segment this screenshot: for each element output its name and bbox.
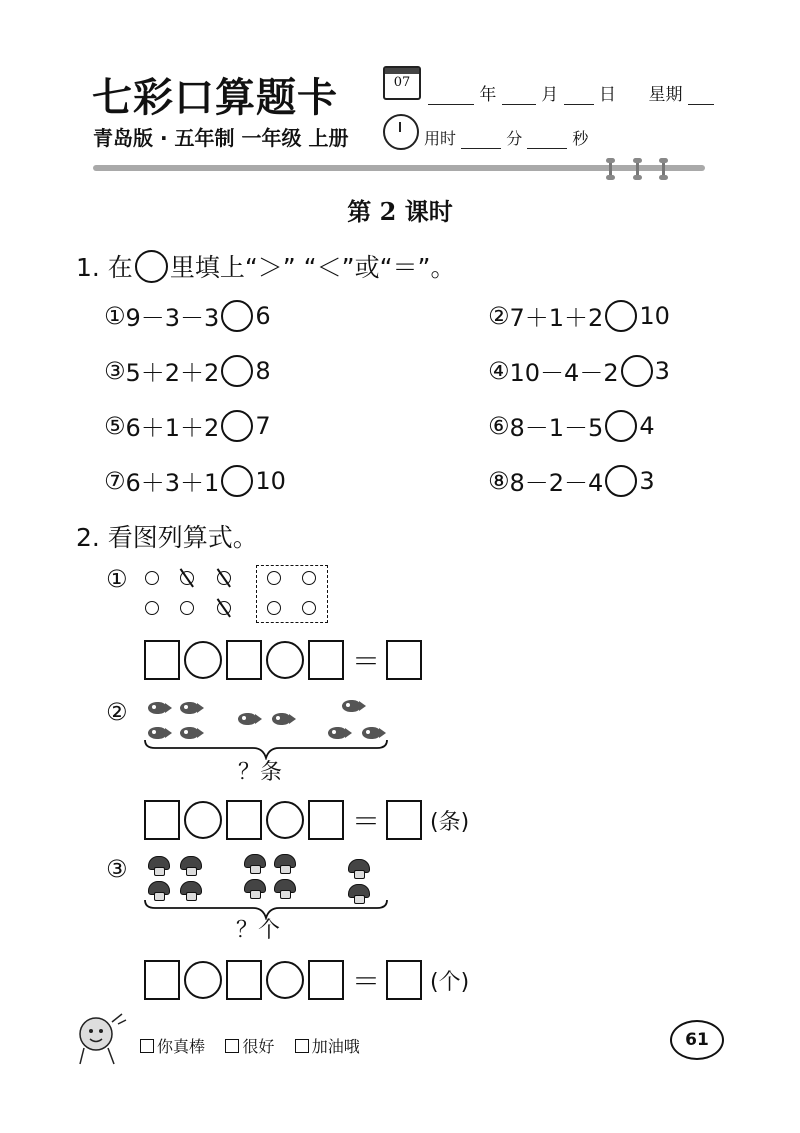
dashed-group-box: [256, 565, 328, 623]
result-box[interactable]: [386, 800, 422, 840]
header-divider: [93, 165, 705, 171]
unit-label: (条): [430, 809, 470, 835]
operator-circle[interactable]: [184, 641, 222, 679]
answer-box[interactable]: [226, 960, 262, 1000]
operator-circle[interactable]: [266, 641, 304, 679]
rating-checkbox[interactable]: [225, 1039, 239, 1053]
date-line: [428, 80, 714, 105]
day-label: 日: [599, 85, 617, 105]
crossed-circle-dot: [217, 571, 231, 585]
year-label: 年: [479, 85, 497, 105]
question-label-fish: ？条: [238, 760, 283, 785]
rating-checkbox[interactable]: [295, 1039, 309, 1053]
mushroom-icon: [274, 879, 296, 897]
result-box[interactable]: [386, 960, 422, 1000]
mushroom-icon: [244, 879, 266, 897]
crossed-circle-dot: [180, 571, 194, 585]
fish-icon: [272, 713, 290, 725]
time-used-label: 用时: [424, 129, 457, 148]
circle-dot: [302, 571, 316, 585]
answer-box[interactable]: [144, 960, 180, 1000]
answer-box[interactable]: [308, 960, 344, 1000]
answer-box[interactable]: [308, 800, 344, 840]
equation-row-3: [144, 960, 469, 1000]
fish-icon: [180, 702, 198, 714]
month-label: 月: [541, 85, 559, 105]
minutes-label: 分: [506, 129, 523, 148]
circle-dot: [267, 571, 281, 585]
calendar-day: 07: [393, 75, 411, 90]
mascot-icon: [70, 1008, 130, 1068]
mushroom-icon: [148, 881, 170, 899]
self-rating: [140, 1034, 360, 1057]
exercise-3: ③ 5＋2＋2 8: [104, 356, 271, 387]
answer-circle[interactable]: [621, 355, 653, 387]
circle-dot: [145, 571, 159, 585]
mushroom-icon: [180, 881, 202, 899]
fish-icon: [342, 700, 360, 712]
equals-sign: ＝: [352, 645, 381, 678]
part-2-number: ②: [106, 698, 128, 726]
answer-box[interactable]: [144, 640, 180, 680]
answer-circle[interactable]: [221, 355, 253, 387]
exercise-6: ⑥ 8－1－5 4: [488, 411, 655, 442]
exercise-4: ④ 10－4－2 3: [488, 356, 670, 387]
question-1-title: 1. 在 里填上“＞” “＜”或“＝”。: [76, 248, 455, 284]
fish-icon: [238, 713, 256, 725]
answer-circle[interactable]: [221, 300, 253, 332]
equation-row-1: [144, 640, 426, 680]
equation-row-2: [144, 800, 469, 840]
mushroom-icon: [148, 856, 170, 874]
operator-circle[interactable]: [184, 801, 222, 839]
rating-checkbox[interactable]: [140, 1039, 154, 1053]
fish-icon: [148, 702, 166, 714]
unit-label: (个): [430, 969, 470, 995]
part-3-number: ③: [106, 855, 128, 883]
seconds-label: 秒: [572, 129, 589, 148]
page-number: 61: [670, 1020, 724, 1060]
lesson-title: 第 2 课时: [347, 197, 453, 226]
operator-circle[interactable]: [266, 801, 304, 839]
exercise-1: ① 9－3－3 6: [104, 301, 271, 332]
circle-dot: [267, 601, 281, 615]
crossed-circle-dot: [217, 601, 231, 615]
exercise-7: ⑦ 6＋3＋1 10: [104, 466, 286, 497]
equals-sign: ＝: [352, 805, 381, 838]
rating-option: 很好: [242, 1037, 275, 1056]
time-line: [424, 126, 588, 149]
question-label-mushroom: ？个: [236, 918, 281, 943]
answer-circle[interactable]: [605, 410, 637, 442]
binder-pin-icon: [636, 158, 639, 180]
clock-icon: [383, 114, 419, 150]
brand-logo: 七彩口算题卡: [92, 74, 338, 121]
mushroom-icon: [274, 854, 296, 872]
binder-pin-icon: [609, 158, 612, 180]
edition-label: 青岛版 · 五年制 一年级 上册: [93, 126, 349, 150]
question-2-title: 2. 看图列算式。: [76, 523, 258, 552]
binder-pin-icon: [662, 158, 665, 180]
exercise-2: ② 7＋1＋2 10: [488, 301, 670, 332]
answer-box[interactable]: [226, 800, 262, 840]
mushroom-icon: [180, 856, 202, 874]
exercise-5: ⑤ 6＋1＋2 7: [104, 411, 271, 442]
operator-circle[interactable]: [184, 961, 222, 999]
rating-option: 你真棒: [157, 1037, 206, 1056]
answer-box[interactable]: [226, 640, 262, 680]
operator-circle[interactable]: [266, 961, 304, 999]
calendar-icon: [383, 66, 421, 100]
result-box[interactable]: [386, 640, 422, 680]
answer-box[interactable]: [308, 640, 344, 680]
circle-dot: [180, 601, 194, 615]
mushroom-icon: [348, 859, 370, 877]
circle-symbol-icon: [135, 250, 168, 283]
mushroom-icon: [244, 854, 266, 872]
circle-dot: [145, 601, 159, 615]
answer-box[interactable]: [144, 800, 180, 840]
circle-dot: [302, 601, 316, 615]
answer-circle[interactable]: [221, 465, 253, 497]
part-1-number: ①: [106, 565, 128, 593]
exercise-8: ⑧ 8－2－4 3: [488, 466, 655, 497]
answer-circle[interactable]: [221, 410, 253, 442]
answer-circle[interactable]: [605, 465, 637, 497]
answer-circle[interactable]: [605, 300, 637, 332]
weekday-label: 星期: [648, 85, 683, 105]
rating-option: 加油哦: [311, 1037, 360, 1056]
equals-sign: ＝: [352, 965, 381, 998]
